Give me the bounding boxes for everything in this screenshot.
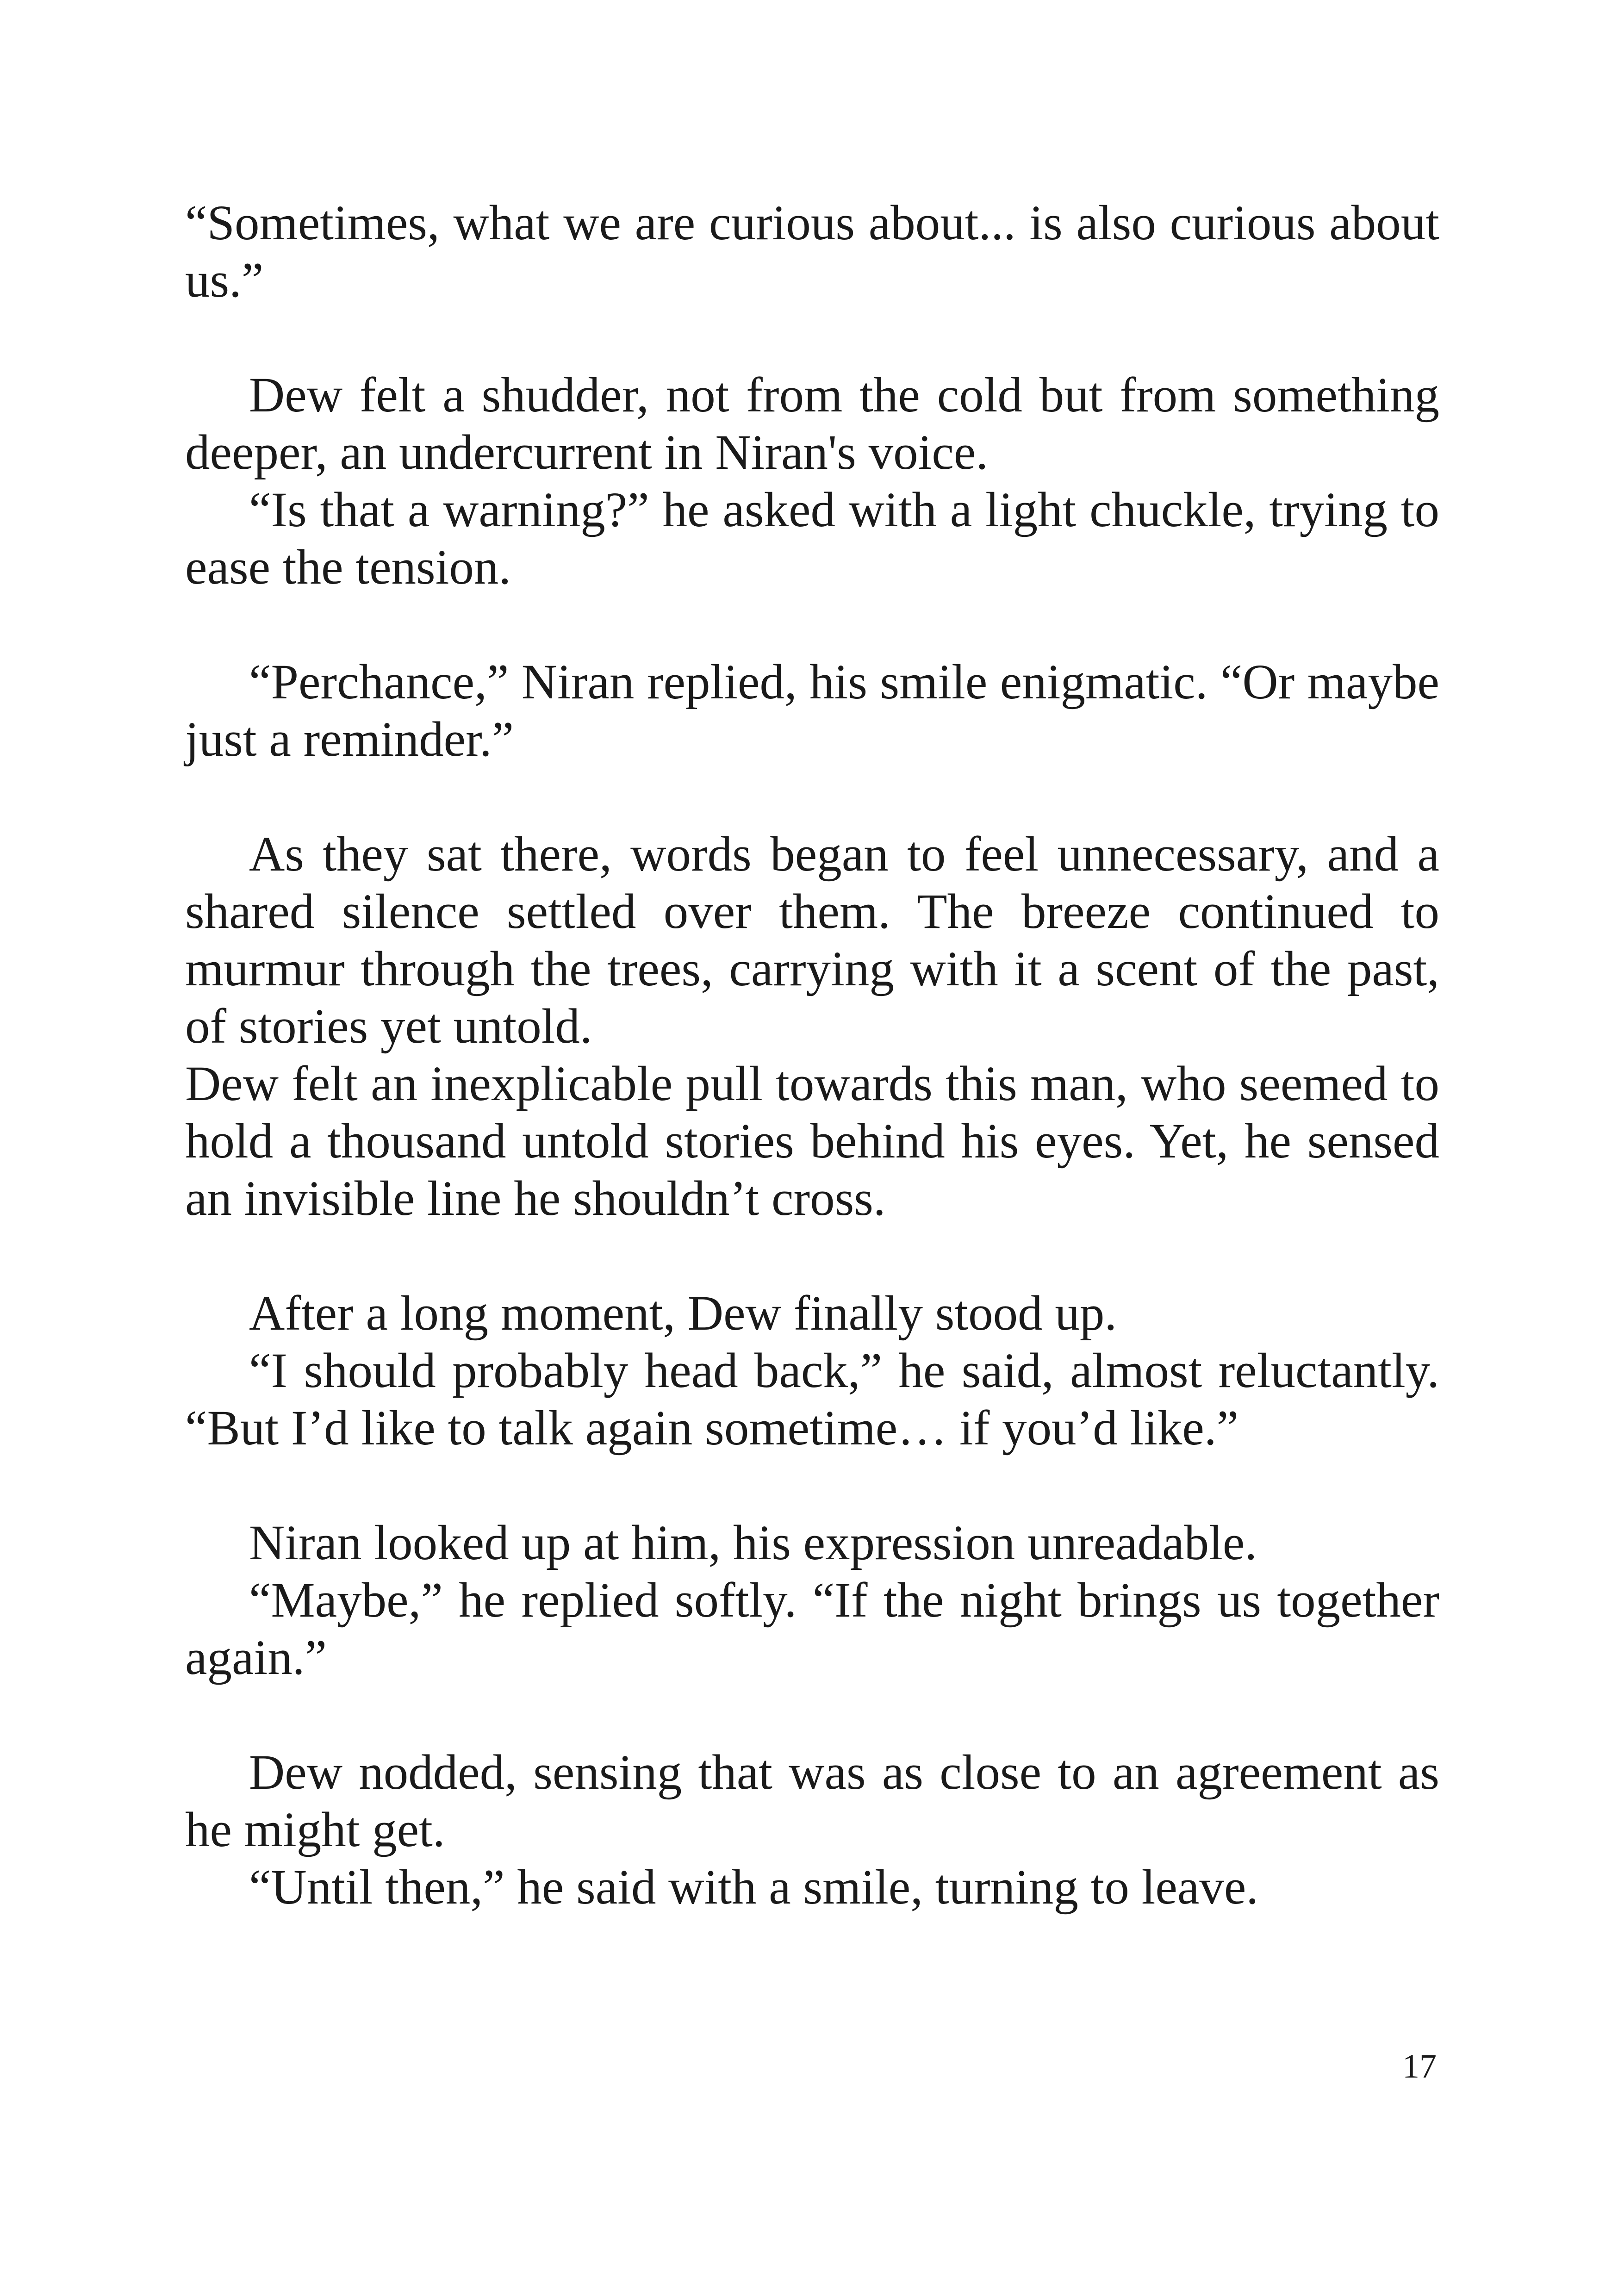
paragraph-2: Dew felt a shudder, not from the cold but from something deeper, an undercurrent in Niran's voice.: [185, 368, 1439, 480]
paragraph-6: Dew felt an inexplicable pull towards this man, who seemed to hold a thousand untold stories behind his eyes. Yet, he sensed an invisible line he shouldn’t cross.: [185, 1057, 1439, 1226]
paragraph-9: Niran looked up at him, his expression unreadable.: [249, 1516, 1257, 1570]
paragraph-1: “Sometimes, what we are curious about... is also curious about us.”: [185, 196, 1439, 308]
paragraph-5: As they sat there, words began to feel unnecessary, and a shared silence settled over them. The breeze continued to murmur through the trees, carrying with it a scent of the past, of stories yet untold.: [185, 827, 1439, 1054]
paragraph-12: “Until then,” he said with a smile, turning to leave.: [249, 1860, 1259, 1915]
paragraph-3: “Is that a warning?” he asked with a light chuckle, trying to ease the tension.: [185, 483, 1439, 595]
paragraph-7: After a long moment, Dew finally stood up.: [249, 1286, 1117, 1341]
paragraph-10: “Maybe,” he replied softly. “If the night brings us together again.”: [185, 1573, 1439, 1685]
page-number: 17: [1402, 2047, 1437, 2085]
body-text: [185, 194, 1439, 1916]
paragraph-4: “Perchance,” Niran replied, his smile enigmatic. “Or maybe just a reminder.”: [185, 655, 1439, 767]
paragraph-11: Dew nodded, sensing that was as close to an agreement as he might get.: [185, 1745, 1439, 1857]
paragraph-8: “I should probably head back,” he said, almost reluctantly. “But I’d like to talk again sometime… if you’d like.”: [185, 1344, 1439, 1456]
